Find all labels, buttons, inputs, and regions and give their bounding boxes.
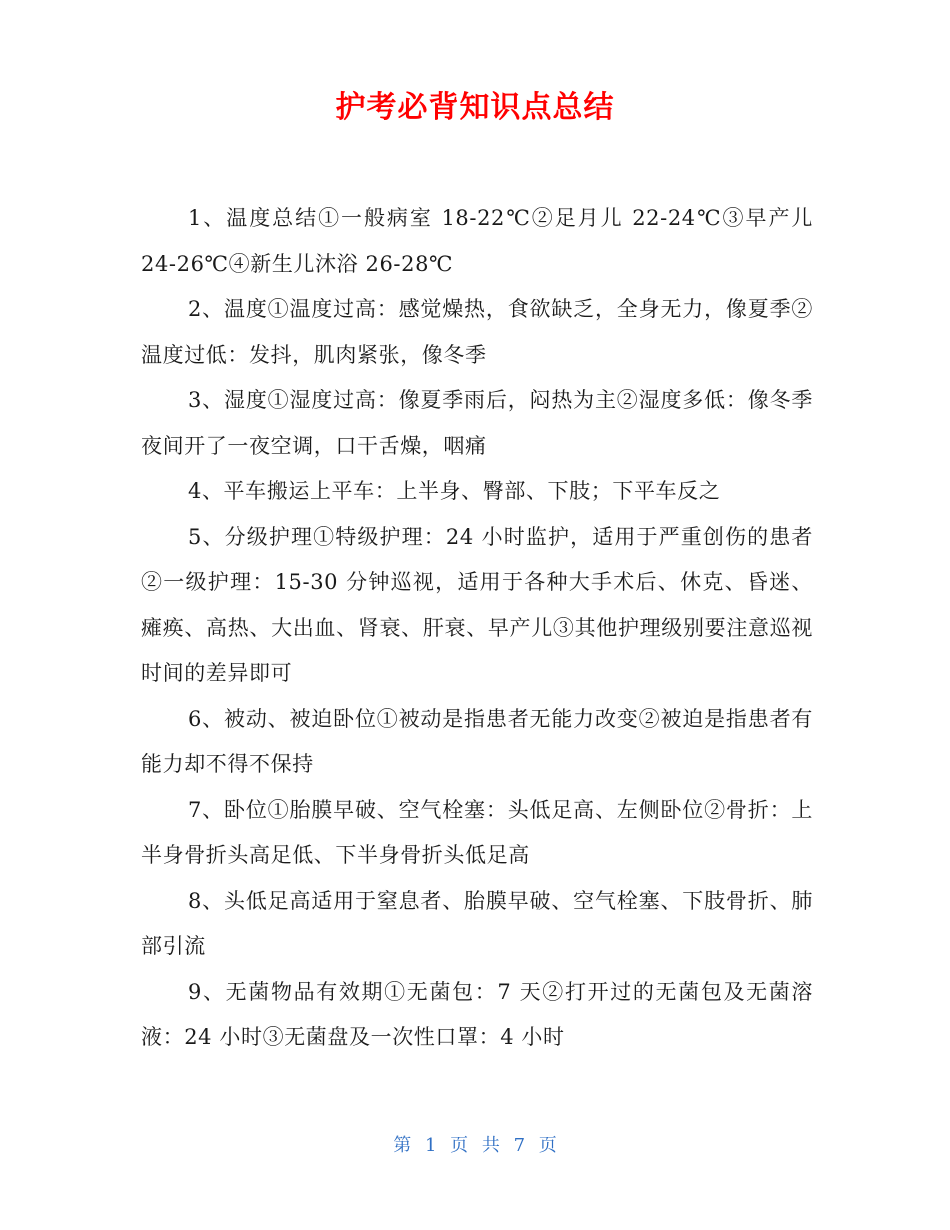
paragraph-3: 3、湿度①湿度过高：像夏季雨后，闷热为主②湿度多低：像冬季夜间开了一夜空调，口干舌燥，咽痛	[141, 388, 813, 458]
document-title: 护考必背知识点总结	[335, 90, 615, 125]
paragraph-2: 2、温度①温度过高：感觉燥热，食欲缺乏，全身无力，像夏季②温度过低：发抖，肌肉紧张，像冬季	[141, 297, 813, 367]
paragraph-8: 8、头低足高适用于窒息者、胎膜早破、空气栓塞、下肢骨折、肺部引流	[141, 888, 813, 958]
paragraph-6: 6、被动、被迫卧位①被动是指患者无能力改变②被迫是指患者有能力却不得不保持	[141, 706, 813, 776]
paragraph-9: 9、无菌物品有效期①无菌包：7 天②打开过的无菌包及无菌溶液：24 小时③无菌盘及一次性口罩：4 小时	[141, 979, 813, 1049]
paragraph-1: 1、温度总结①一般病室 18-22℃②足月儿 22-24℃③早产儿 24-26℃④新生儿沐浴 26-28℃	[141, 206, 813, 276]
paragraph-5: 5、分级护理①特级护理：24 小时监护，适用于严重创伤的患者②一级护理：15-30 分钟巡视，适用于各种大手术后、休克、昏迷、瘫痪、高热、大出血、肾衰、肝衰、早产儿③其他护理级别要注意巡视时间的差异即可	[141, 524, 813, 685]
document-body	[141, 196, 813, 1061]
paragraph-7: 7、卧位①胎膜早破、空气栓塞：头低足高、左侧卧位②骨折：上半身骨折头高足低、下半身骨折头低足高	[141, 797, 813, 867]
paragraph-4: 4、平车搬运上平车：上半身、臀部、下肢；下平车反之	[188, 479, 721, 503]
page-footer: 第 1 页 共 7 页	[393, 1135, 557, 1156]
